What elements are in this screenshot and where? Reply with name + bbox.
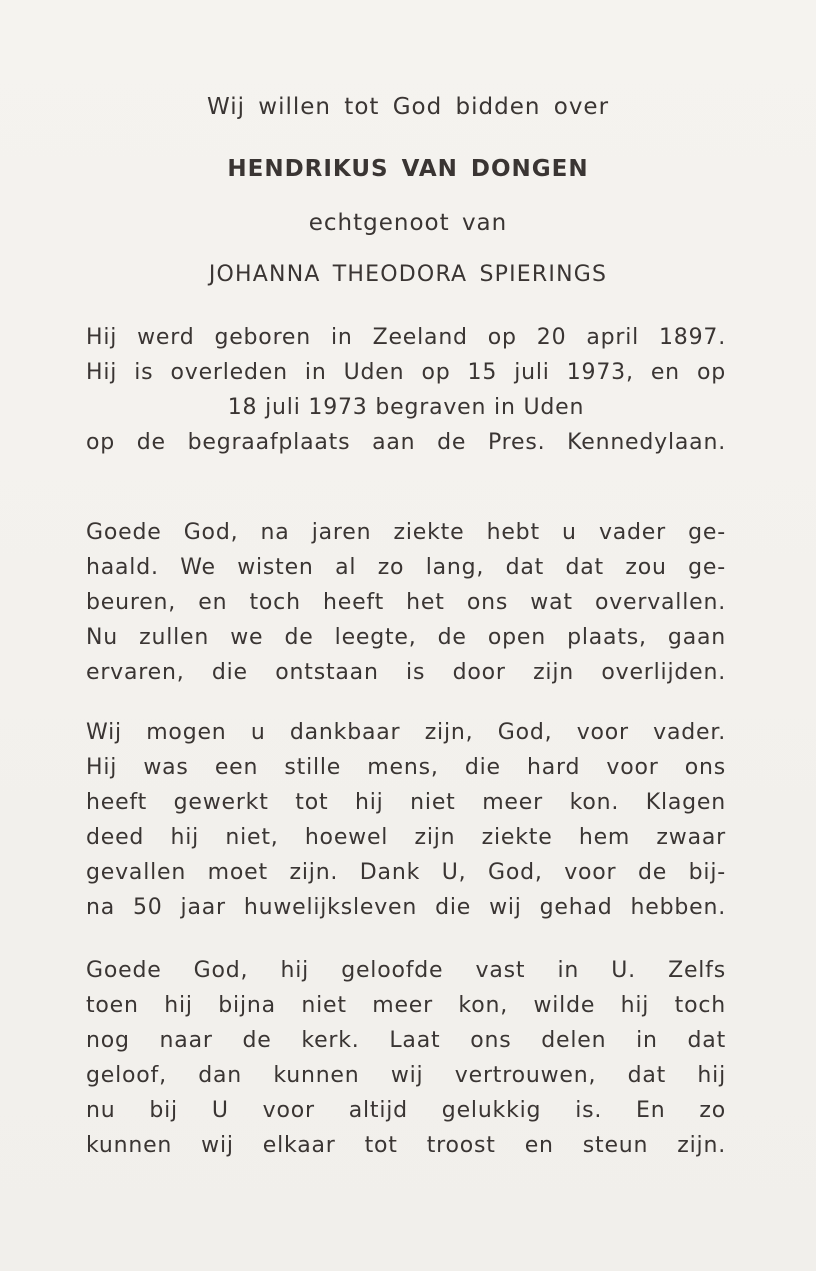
intro-line: Wij willen tot God bidden over: [206, 94, 610, 120]
prayer-paragraph-1: [86, 515, 726, 690]
biography-line: Hij is overleden in Uden op 15 juli 1973, en op: [86, 360, 726, 385]
prayer-line: geloof, dan kunnen wij vertrouwen, dat hij: [86, 1063, 726, 1088]
prayer-line: nu bij U voor altijd gelukkig is. En zo: [86, 1098, 726, 1123]
deceased-name: HENDRIKUS VAN DONGEN: [227, 156, 589, 182]
prayer-line: gevallen moet zijn. Dank U, God, voor de bij-: [86, 860, 726, 885]
prayer-line: kunnen wij elkaar tot troost en steun zijn.: [86, 1133, 726, 1158]
prayer-paragraph-2: [86, 715, 726, 925]
spouse-label: echtgenoot van: [308, 210, 508, 236]
spouse-name: JOHANNA THEODORA SPIERINGS: [208, 262, 608, 287]
prayer-line: Wij mogen u dankbaar zijn, God, voor vader.: [86, 720, 726, 745]
prayer-line: ervaren, die ontstaan is door zijn overlijden.: [86, 660, 726, 685]
prayer-line: Hij was een stille mens, die hard voor ons: [86, 755, 726, 780]
biography-line: 18 juli 1973 begraven in Uden: [227, 395, 585, 420]
prayer-line: beuren, en toch heeft het ons wat overvallen.: [86, 590, 726, 615]
prayer-line: Goede God, hij geloofde vast in U. Zelfs: [86, 958, 726, 983]
prayer-line: nog naar de kerk. Laat ons delen in dat: [86, 1028, 726, 1053]
prayer-line: heeft gewerkt tot hij niet meer kon. Klagen: [86, 790, 726, 815]
biography: [86, 320, 726, 460]
prayer-line: na 50 jaar huwelijksleven die wij gehad hebben.: [86, 895, 726, 920]
prayer-line: toen hij bijna niet meer kon, wilde hij toch: [86, 993, 726, 1018]
prayer-line: deed hij niet, hoewel zijn ziekte hem zwaar: [86, 825, 726, 850]
prayer-paragraph-3: [86, 953, 726, 1163]
prayer-line: haald. We wisten al zo lang, dat dat zou ge-: [86, 555, 726, 580]
prayer-line: Goede God, na jaren ziekte hebt u vader ge-: [86, 520, 726, 545]
prayer-line: Nu zullen we de leegte, de open plaats, gaan: [86, 625, 726, 650]
biography-line: op de begraafplaats aan de Pres. Kennedylaan.: [86, 430, 726, 455]
biography-line: Hij werd geboren in Zeeland op 20 april 1897.: [86, 325, 726, 350]
